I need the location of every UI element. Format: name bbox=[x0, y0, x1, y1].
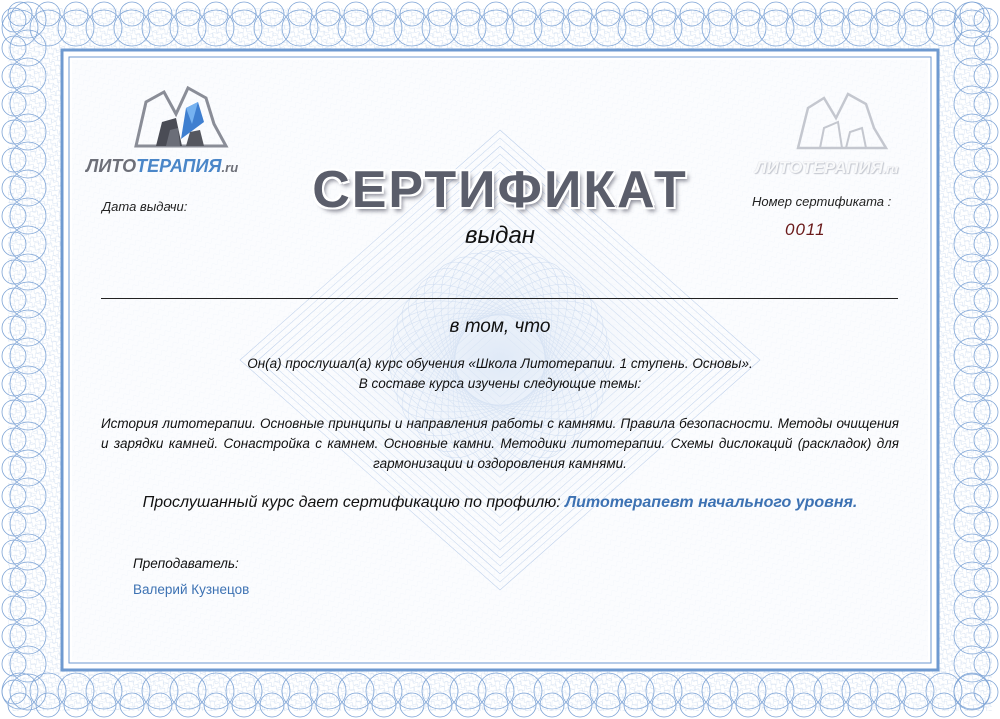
recipient-name-line bbox=[101, 298, 898, 299]
crystal-logo-icon bbox=[126, 84, 246, 154]
teacher-name: Валерий Кузнецов bbox=[133, 582, 250, 597]
teacher-label: Преподаватель: bbox=[133, 556, 239, 571]
profile-prefix: Прослушанный курс дает сертификацию по профилю: bbox=[142, 494, 561, 511]
certificate-title: СЕРТИФИКАТ bbox=[312, 161, 688, 219]
confirmation-phrase: в том, что bbox=[449, 316, 551, 337]
course-statement: Он(а) прослушал(а) курс обучения «Школа Литотерапии. 1 ступень. Основы». bbox=[247, 356, 753, 371]
issued-to-label: выдан bbox=[464, 222, 535, 249]
crystal-watermark-icon bbox=[790, 92, 900, 152]
certificate-number-label: Номер сертификата : bbox=[752, 194, 892, 209]
profile-value: Литотерапевт начального уровня. bbox=[565, 494, 858, 511]
certificate-number: 0011 bbox=[785, 220, 826, 239]
topics-list: История литотерапии. Основные принципы и направления работы с камнями. Правила безопасности. Методы очищения и зарядки камней. Сонастройка с камнем. Основные камни. Методики литотерапии. Схемы дислокаций (раскладок) для гармонизации и оздоровления камнями. bbox=[101, 416, 899, 471]
logo-right-text: ЛИТОТЕРАПИЯ.ru bbox=[755, 158, 899, 177]
issue-date-label: Дата выдачи: bbox=[102, 199, 188, 214]
certification-profile bbox=[0, 494, 1000, 512]
topics-heading: В составе курса изучены следующие темы: bbox=[358, 376, 642, 391]
logo-left-text: ЛИТОТЕРАПИЯ.ru bbox=[86, 156, 239, 176]
